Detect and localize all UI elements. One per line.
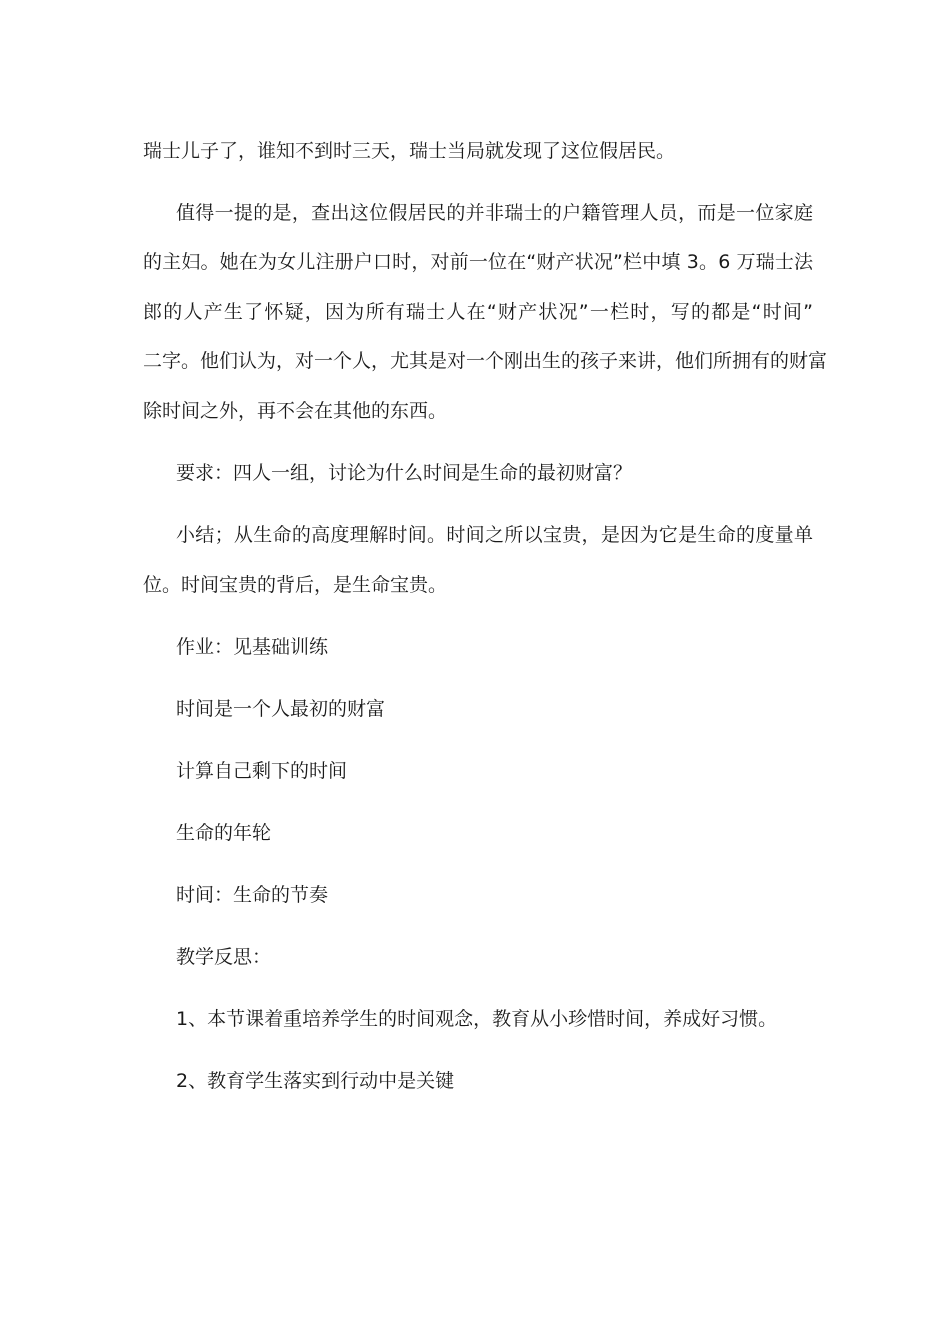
reflection-heading: 教学反思： [176, 946, 272, 968]
paragraph-line-1: 瑞士儿子了，谁知不到时三天，瑞士当局就发现了这位假居民。 [143, 140, 676, 162]
outline-item-1: 时间是一个人最初的财富 [176, 698, 386, 720]
reflection-item-2: 2、教育学生落实到行动中是关键 [176, 1070, 455, 1092]
paragraph-line-4: 郎的人产生了怀疑，因为所有瑞士人在“财产状况”一栏时，写的都是“时间” [143, 301, 813, 323]
paragraph-line-2: 值得一提的是，查出这位假居民的并非瑞士的户籍管理人员，而是一位家庭 [176, 202, 813, 224]
outline-item-3: 生命的年轮 [176, 822, 272, 844]
summary-line-2: 位。时间宝贵的背后，是生命宝贵。 [143, 574, 448, 596]
paragraph-line-6: 除时间之外，再不会在其他的东西。 [143, 400, 448, 422]
paragraph-line-5: 二字。他们认为，对一个人，尤其是对一个刚出生的孩子来讲，他们所拥有的财富 [143, 350, 828, 372]
paragraph-line-3: 的主妇。她在为女儿注册户口时，对前一位在“财产状况”栏中填 3。6 万瑞士法 [143, 251, 813, 273]
reflection-item-1: 1、本节课着重培养学生的时间观念，教育从小珍惜时间，养成好习惯。 [176, 1008, 778, 1030]
outline-item-4: 时间：生命的节奏 [176, 884, 329, 906]
summary-line-1: 小结；从生命的高度理解时间。时间之所以宝贵，是因为它是生命的度量单 [176, 524, 813, 546]
outline-item-2: 计算自己剩下的时间 [176, 760, 348, 782]
requirement-line: 要求：四人一组，讨论为什么时间是生命的最初财富？ [176, 462, 633, 484]
homework-line: 作业：见基础训练 [176, 636, 329, 658]
